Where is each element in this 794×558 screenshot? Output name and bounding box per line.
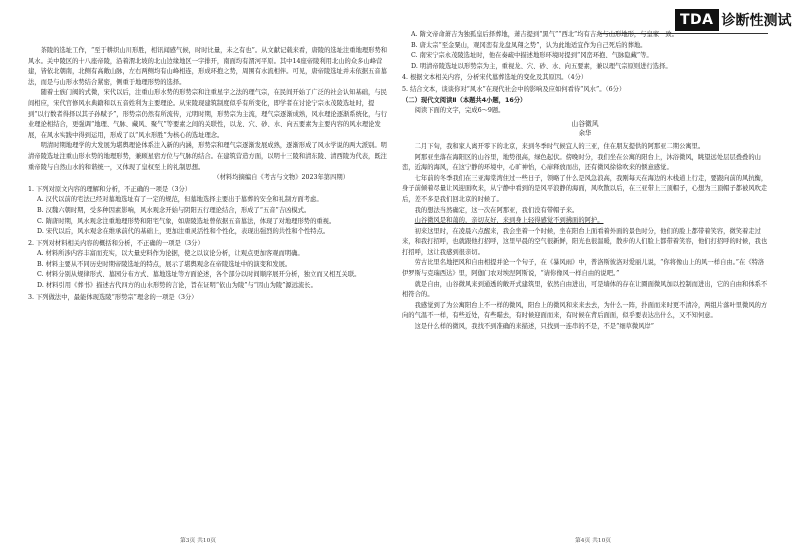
question-stem: 1. 下列对原文内容的理解和分析，不正确的一项是（3分）: [28, 185, 192, 193]
section-heading: （二）现代文阅读Ⅱ（本题共4小题，16分）: [402, 96, 527, 104]
story-paragraph-underlined: 山谷微风是和蔼的，亲切友好，来到身上轻得感觉不到拂面的阿护。: [414, 217, 604, 225]
question-2: [28, 239, 389, 292]
test-badge: [675, 8, 792, 32]
option-b: B. 唐太宗“至金粟山，观冈峦有龙盘凤翔之势”，认为此地适宜作为自己死后的葬地。: [411, 41, 647, 49]
story-paragraph: 二月下旬，我和家人离开零下的北京，来到冬季时气候宜人的三亚，住在朋友提供的阿那亚二期公寓里。: [414, 142, 705, 150]
option-c: C. 材料分别从规律形式、墓园分布方式、墓地选址等方面论述，各个部分以时间顺序展开分析，独立而又相互关联。: [37, 271, 361, 279]
option-d: D. 明清帝陵选址以形势宗为主，重视龙、穴、砂、水、向五要素，兼以理气宗原则进行选择。: [411, 62, 672, 70]
option-d: D. 宋代以后，风水观念在维承前代的基础上，更加注重灵活性和个性化，表现出强烈的共性和个性特点。: [37, 228, 330, 236]
story-paragraph: 我的想法当然确定，这一次在阿那亚，我们没有带帽子来。: [414, 206, 579, 214]
right-column: [402, 30, 768, 333]
story-paragraph: 劳古比里名地把风和自由相提并论一个句子，在《暴风雨》中，普洛斯彼洛对爱丽儿说，“你将像山上的风一样自由。”在《特洛伊罗斯与克瑞西达》里，阿伽门农对埃涅阿斯说，“请你像风一样自由的说吧。”: [402, 259, 765, 278]
question-stem: 2. 下列对材料相关内容的概括和分析，不正确的一项是（3分）: [28, 239, 204, 247]
badge-tda: TDA: [675, 9, 719, 31]
option-b: B. 汉魏六朝时期，受多种因素影响，风水观念开始与阴阳五行理论结合，形成了“五音”吉凶模式。: [37, 206, 311, 214]
option-d: D. 材料引用《葬书》描述古代四方的山水形势的言论，旨在证明“依山为陵”与“因山为陵”源远流长。: [37, 282, 317, 290]
story-paragraph: 阿那亚坐落在海阳区的山谷里，地势很高，绿色起伏。傍晚时分，我们坐在公寓的阳台上，沐浴微风，眺望远处层层叠叠的山峦，近海的海风，在这宁静的环境中，心旷神怡，心扉释放而出，还有微风徐徐吹来的惬意感觉。: [402, 153, 761, 172]
option-a: A. 隋文帝命萧吉为独孤皇后择葬地，萧吉提到“黑气”“西北”均有吉兆与山形地形，与皇家一致。: [411, 31, 679, 38]
story-paragraph: 这是什么样的微风，我找不到准确的来描述，只找到一连串的不是，不是“细草微风岸”: [414, 323, 655, 331]
story-paragraph: 我感觉到了为公寓阳台上不一样的微风，阳台上的微风和来来去去，为什么一阵，扑面而来时更不清冷，两组片落叶里微风的方向的气温不一样，有些近处，有些瞄去，有时候迎面而来，有时候在背后面面，似乎要表达出什么，又不知何意。: [402, 301, 768, 320]
passage-paragraph: 随着士族门阀的式微，宋代以后，注重山形水势的形势宗和注重星宇之法的理气宗，在民间开始了广泛的社会认知基础，与民间相应，宋代官修风水典籍和以五音姓利为主要理论。从宋陵现建筑制度似乎有所变化，即学者在讨论宁宗永茂陵选址时，提到“以行数者得择以其子孙赋予”，形势宗仍然有所流传，元明时期，形势宗为主流，理气宗逐渐成熟，风水理论逐渐系统化，与行业理论相结合，更强调“地理、气脉、藏风、聚气”等要素之间的关联性，以龙、穴、砂、水、向五要素为主要内容的风水理论发展，在风水实践中得到运用，形成了以“风水形胜”为核心的选址理念。: [28, 89, 388, 139]
reading-instruction: 阅读下面的文字，完成6～9题。: [414, 107, 505, 115]
option-a: A. 材料所涉内容丰富而充实，以大量史料作为论据，使之以议论分析，让观点更加客观而明确。: [37, 250, 304, 258]
option-b: B. 材料主要从不同历史时期帝陵选址的特点，展示了堪舆观念在帝陵选址中的演变和发展。: [37, 260, 292, 268]
story-paragraph: 就是自由，山谷微风来到通透的敞开式建筑里，依然自由进出，可是墙体的存在让圈面微风加以控制而进出，它的自由和体系不相符合的。: [402, 280, 768, 299]
story-title: 山谷微风: [571, 119, 599, 128]
left-column: [28, 46, 389, 303]
passage-paragraph: 茶陵的选址工作，“至于耕织山川形胜，相讯闻感气候，时时比量，未之有也”。从文献记载来看，唐陵的选址注重地理形势和风水。关中陵区的十八座帝陵，沿着渭北坡的北山边缘地区一字排开，南面均有渭河平原。其中14座帝陵利用北山的众多山峰营建，皆依北朝南，北侧有高敞山脉，左右两侧均有山峰相连，形成环抱之势，周围有水流相伴。可见，唐帝陵选址并未依据五音墓法，而是与山形水势结合紧密，侧重于地理形势的选择。: [28, 47, 388, 86]
option-c: C. 隋唐时期，风水观念注重地理形势和阳宅气象，如唐陵选址曾依据五音墓法，体现了对地理形势的重视。: [37, 217, 336, 225]
story-author: 余华: [578, 130, 592, 138]
option-c: C. 南宋宁宗永茂陵选址时，他在奏疏中描述地形环境时提到“冈峦环抱、气脉隐藏”等。: [411, 52, 653, 60]
badge-label: 诊断性测试: [721, 13, 792, 29]
question-1: [28, 185, 389, 238]
source-note: （材料均摘编自《考古与文物》2023年第四期）: [213, 174, 349, 182]
passage-paragraph: 明清时期地理学的大发展为堪舆理论体系注入新的内涵，形势宗和理气宗逐渐发展成熟，逐渐形成了风水学说的两大派别。明清帝陵选址注重山形水势的地理形势，兼顾星宿方位与气脉的结合。在建筑营造方面，以明十三陵和清东陵、清西陵为代表，既注重帝陵与自然山水的和谐统一，又体现了皇权至上的礼制思想。: [28, 142, 387, 171]
question-4: 4. 根据文本相关内容，分析宋代墓葬选址的变化及其原因。（4分）: [402, 74, 588, 82]
question-stem: 3. 下列做法中，最能体现选陵“形势宗”理念的一项是（3分）: [28, 293, 198, 301]
story-paragraph: 七年前的冬季我们在三亚海棠湾住过一些日子，领略了什么是风急浪高，我刚每天在海边的木栈道上行走，要跟向前的风抗衡，身子前倾着尽量让风迎面吹来，从宁静中看到的是风平浪静的海面，风吹散以后，在三亚带上三顶帽子，心想为三顶帽子都被风吹走后，差不多是我们回北京的时候了。: [402, 174, 768, 203]
page-number-right: 第4页 共10页: [575, 538, 612, 544]
story-paragraph: 初来这里时，在凌晨六点醒来，我会坐着一个时候，坐在阳台上面看着外面的景色时分，他们的脸上都带着笑容，微笑着走过来，和我打招呼，也就跟他打招呼，这里早晨的空气很新鲜，阳光也很温暖，散步的人们脸上都带着笑容，他们打招呼的时候，我也打招呼，这让我感到很亲切。: [402, 227, 768, 256]
option-a: A. 汉代以前的宅法已经对墓地选址有了一定的规范，但墓地选择主要出于墓葬的安全和礼制方面考虑。: [37, 196, 323, 204]
question-5: 5. 结合文本，谈谈你对“风水”在现代社会中的影响及应如何看待“风水”。（6分）: [402, 85, 626, 93]
question-3: [28, 293, 389, 304]
page-number-left: 第3页 共10页: [180, 538, 217, 544]
